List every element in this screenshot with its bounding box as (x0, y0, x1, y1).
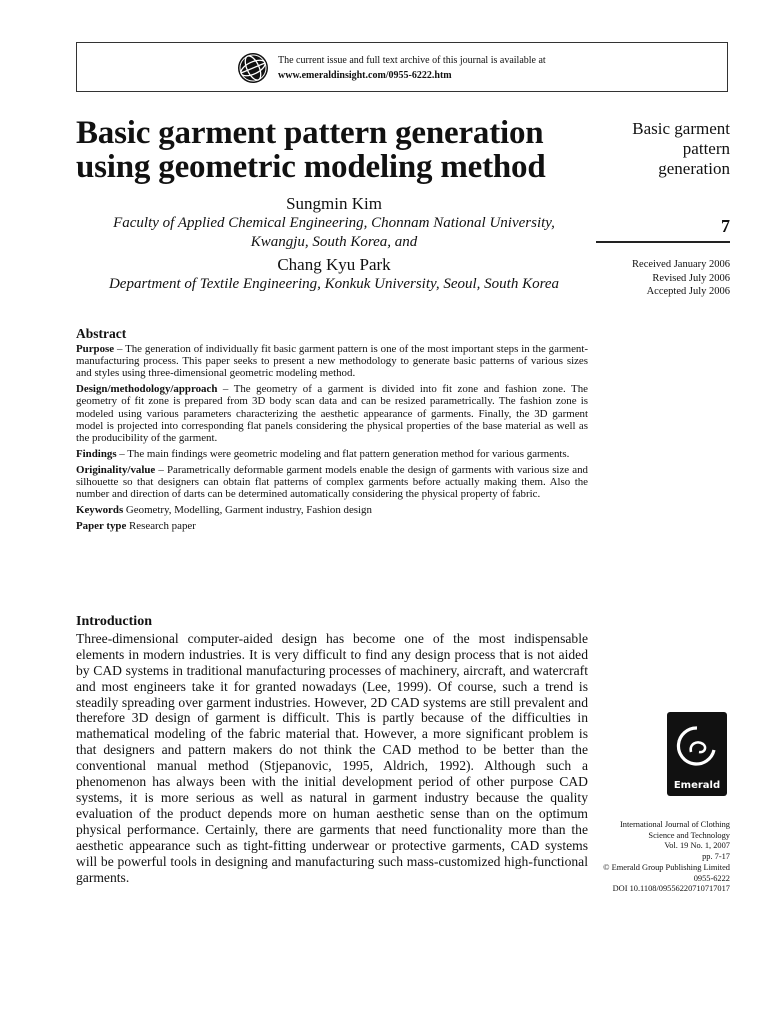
abstract-findings (76, 448, 588, 460)
section-label: Originality/value (76, 463, 156, 476)
affiliation-line: Department of Textile Engineering, Konkuk University, Seoul, South Korea (108, 276, 560, 292)
keywords-label: Keywords (76, 504, 124, 517)
article-title (76, 116, 606, 184)
author-name: Chang Kyu Park (277, 255, 391, 274)
page-number: 7 (721, 216, 730, 236)
paper-type-label: Paper type (76, 520, 127, 533)
running-title-line: Basic garment (632, 119, 730, 138)
paper-type (76, 520, 588, 532)
emerald-logo (667, 712, 727, 796)
introduction-text: Three-dimensional computer-aided design has become one of the most indispensable elements in modern industries. It is very difficult to find any design process that is not aided by CAD systems in traditional manufacturing processes of machinery, aircraft, and watercraft and most engineers take it for granted nowadays (Lee, 1999). Of course, such a trend is steadily spreading over garment industries. However, 2D CAD systems are still prevalent and therefore 3D design of garment is difficult. This is partly because of the difficulties in mathematical modeling of the fabric material that. However, a more significant problem is that designers and pattern makers do not think the CAD method to be better than the conventional manual method (Stjepanovic, 1995, Aldrich, 1992). Although such a phenomenon has always been with the initial development period of other purpose CAD systems, it is more serious as well as natural in garment industry because the quality evaluation of the product depends more on human aesthetic sense than on the optimum physical performance. Certainly, there are garments that need functionality more than the aesthetic appearance such as tight-fitting underwear or protective garments, CAD systems will be powerful tools in designing and manufacturing such mass-customized high-functional garments. (76, 630, 588, 885)
section-text: – The geometry of a garment is divided into fit zone and fashion zone. The geometry of fit zone is prepared from 3D body scan data and can be resized parametrically. The fashion zone is modeled using various parameters characterizing the aesthetic appearance of garments. Finally, the 3D garment model is projected into corresponding flat panels considering the physical properties of the base material as well as the producibility of the garment. (76, 383, 588, 444)
author-affiliation (76, 275, 592, 294)
section-text: – Parametrically deformable garment models enable the design of garments with various size and silhouette so that designers can obtain flat patterns of complex garments before actually making them. Also the number and direction of darts can be determined automatically considering the physical property of fabric. (76, 463, 588, 501)
author-name: Sungmin Kim (286, 194, 382, 213)
abstract-purpose (76, 343, 588, 379)
keywords-text: Geometry, Modelling, Garment industry, Fashion design (123, 504, 372, 517)
date-received: Received January 2006 (632, 259, 730, 270)
keywords (76, 504, 588, 516)
banner-text (278, 53, 546, 83)
title-line-1: Basic garment pattern generation (76, 115, 544, 151)
sidebar-divider (596, 241, 730, 243)
journal-name: Science and Technology (648, 830, 730, 840)
emerald-swirl-icon (667, 716, 727, 778)
abstract-originality (76, 464, 588, 500)
submission-dates (596, 258, 730, 299)
journal-url-link[interactable]: www.emeraldinsight.com/0955-6222.htm (278, 70, 452, 81)
globe-icon (237, 52, 269, 84)
banner-line: The current issue and full text archive of this journal is available at (278, 55, 546, 66)
affiliation-line: Kwangju, South Korea, and (250, 234, 418, 250)
journal-name: International Journal of Clothing (619, 820, 730, 829)
section-label: Findings (76, 447, 117, 460)
title-line-2: using geometric modeling method (76, 149, 546, 185)
logo-wordmark: Emerald (673, 780, 721, 791)
introduction-heading: Introduction (76, 614, 152, 629)
introduction-section (76, 614, 588, 885)
journal-pages: pp. 7-17 (702, 852, 730, 862)
author-affiliation (76, 214, 592, 252)
journal-publisher: © Emerald Group Publishing Limited (603, 862, 730, 872)
journal-issn: 0955-6222 (693, 873, 730, 883)
journal-availability-banner (76, 42, 728, 92)
journal-info (586, 820, 730, 895)
abstract-design (76, 383, 588, 443)
date-accepted: Accepted July 2006 (646, 286, 730, 297)
abstract-heading: Abstract (76, 326, 127, 341)
running-title-line: generation (658, 159, 730, 178)
date-revised: Revised July 2006 (652, 272, 730, 284)
section-label: Design/methodology/approach (76, 383, 218, 396)
section-text: – The generation of individually fit basic garment pattern is one of the most important steps in the garment-manufacturing process. This paper seeks to present a new methodology to generate basic patterns of various sizes and styles using three-dimensional geometric modeling method. (76, 343, 588, 380)
paper-type-text: Research paper (126, 520, 196, 533)
running-title (600, 119, 730, 179)
journal-volume: Vol. 19 No. 1, 2007 (664, 841, 730, 851)
abstract (76, 328, 588, 536)
journal-doi: DOI 10.1108/09556220710717017 (612, 884, 730, 894)
section-label: Purpose (76, 343, 115, 356)
running-title-line: pattern (682, 139, 730, 158)
affiliation-line: Faculty of Applied Chemical Engineering, Chonnam National University, (113, 215, 555, 231)
section-text: – The main findings were geometric modeling and flat pattern generation method for various garments. (116, 447, 570, 460)
